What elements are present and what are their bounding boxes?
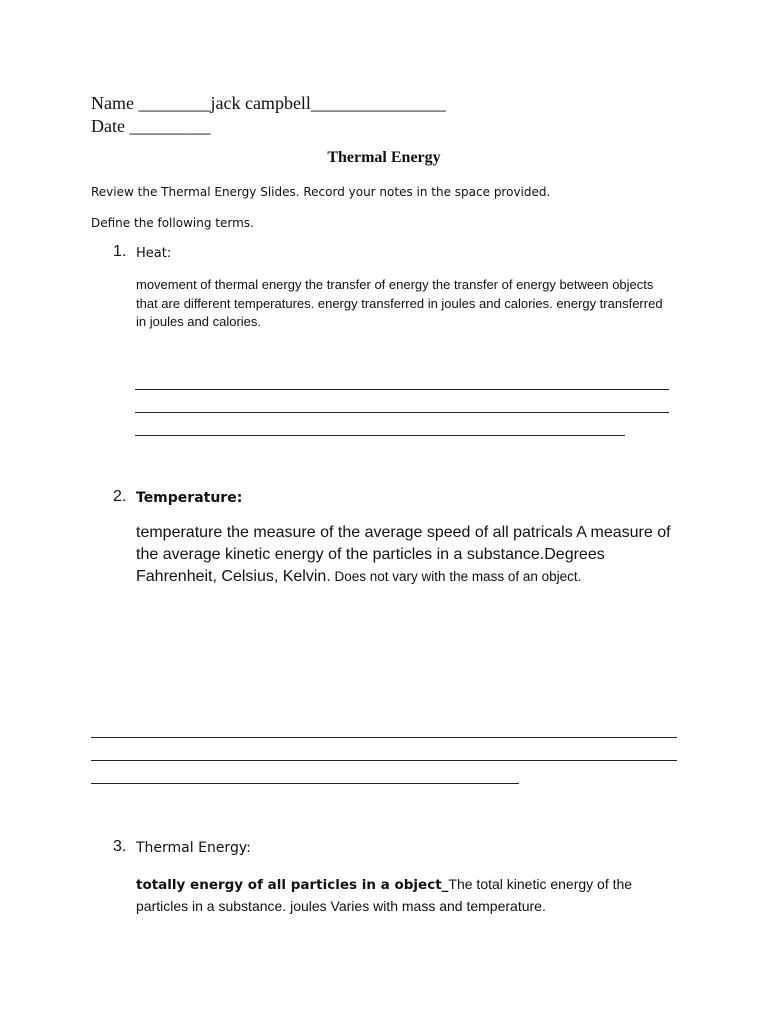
date-line: Date _________ bbox=[91, 116, 211, 136]
answer-line bbox=[91, 783, 519, 784]
answer-line bbox=[91, 760, 677, 761]
q2-answer-small: Does not vary with the mass of an object. bbox=[330, 569, 582, 584]
answer-line bbox=[135, 389, 669, 390]
q3-answer bbox=[136, 874, 656, 917]
q1-answer: movement of thermal energy the transfer of energy the transfer of energy between objects that are different temperatures. energy transferred in joules and calories. energy transferred in joules and calories. bbox=[136, 277, 663, 329]
q3-answer-bold: totally energy of all particles in a object_ bbox=[136, 877, 449, 893]
q3-number: 3. bbox=[113, 838, 127, 855]
q1-number: 1. bbox=[113, 243, 127, 260]
q1-label: Heat: bbox=[136, 246, 172, 261]
q2-label: Temperature: bbox=[136, 490, 243, 506]
define-instructions: Define the following terms. bbox=[91, 216, 254, 230]
answer-line bbox=[135, 412, 669, 413]
q2-answer-large: temperature the measure of the average speed of all patricals A measure of the average kinetic energy of the particles in a substance.Degrees Fahrenheit, Celsius, Kelvin. bbox=[136, 524, 671, 585]
q2-answer bbox=[136, 522, 676, 588]
review-instructions: Review the Thermal Energy Slides. Record your notes in the space provided. bbox=[91, 185, 551, 199]
answer-line bbox=[91, 737, 677, 738]
page-title: Thermal Energy bbox=[327, 149, 441, 166]
q2-number: 2. bbox=[113, 488, 127, 505]
q3-label: Thermal Energy: bbox=[136, 840, 251, 856]
answer-line bbox=[135, 435, 625, 436]
name-line: Name ________jack campbell_______________ bbox=[91, 93, 446, 113]
q3-answer-text: The total kinetic energy of the particles in a substance. joules Varies with mass and temperature. bbox=[136, 876, 633, 914]
